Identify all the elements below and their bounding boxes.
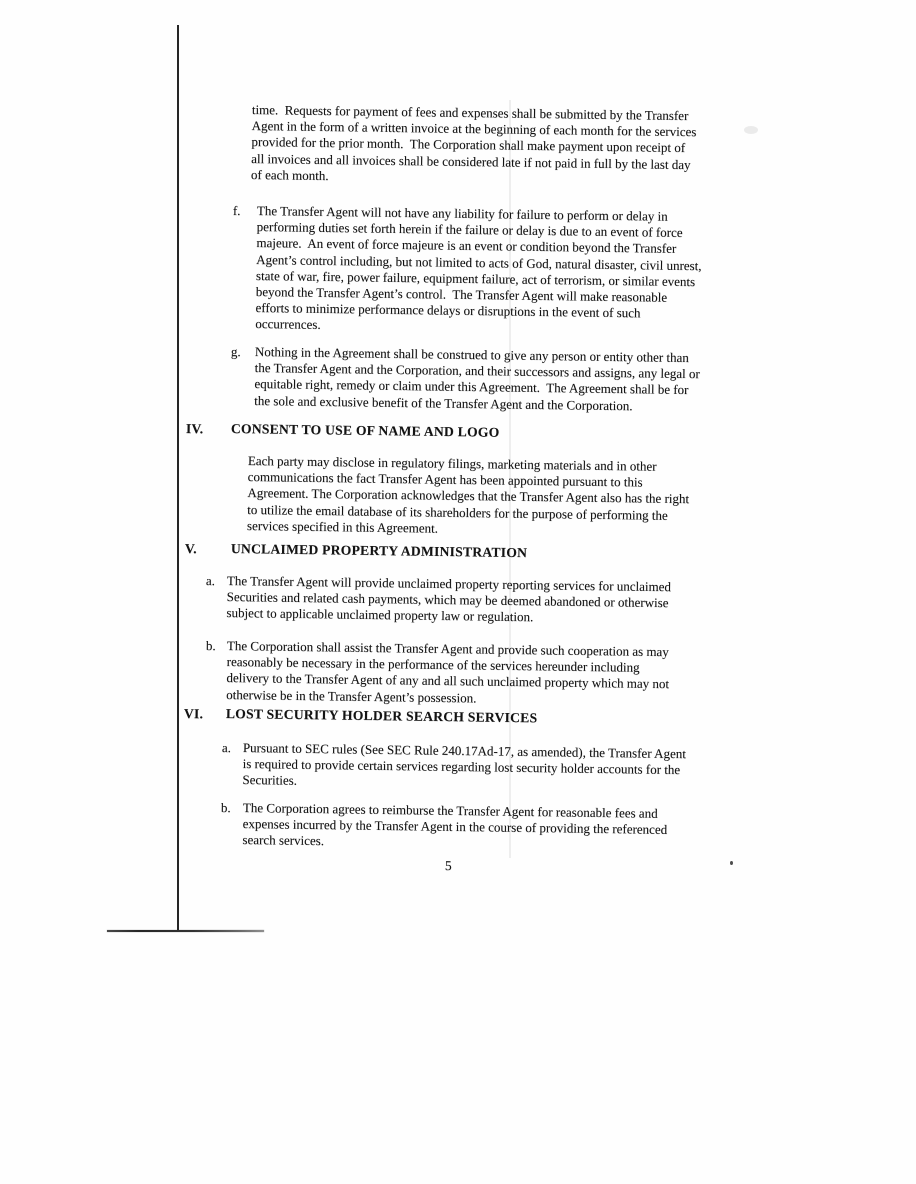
section-vi-item-b-text: The Corporation agrees to reimburse the Transfer Agent for reasonable fees and expenses incurred by the Transfer Agent in the course of providing the referenced search services. bbox=[242, 800, 668, 849]
left-margin-rule bbox=[177, 25, 179, 932]
section-vi-numeral: VI. bbox=[183, 706, 204, 722]
section-iv-paragraph: Each party may disclose in regulatory filings, marketing materials and in other communications the fact Transfer Agent has been appointed pursuant to this Agreement. The Corporation acknowledges that the Transfer Agent also has the right to utilize the email database of its shareholders for the purpose of performing the services specified in this Agreement. bbox=[246, 453, 690, 536]
section-v-numeral: V. bbox=[184, 541, 197, 557]
section-vi-item-a-text: Pursuant to SEC rules (See SEC Rule 240.17Ad-17, as amended), the Transfer Agent is required to provide certain services regarding lost security holder accounts for the Securities. bbox=[242, 740, 687, 789]
section-v-item-b-text: The Corporation shall assist the Transfer Agent and provide such cooperation as may reasonably be necessary in the performance of the services hereunder including delivery to the Transfer Agent of any and all such unclaimed property which may not otherwise be in the Transfer Agent’s possession. bbox=[226, 638, 670, 706]
item-f-label: f. bbox=[232, 203, 241, 219]
section-iv-title: CONSENT TO USE OF NAME AND LOGO bbox=[230, 421, 500, 440]
section-v-item-a-text: The Transfer Agent will provide unclaimed property reporting services for unclaimed Securities and related cash payments, which may be deemed abandoned or otherwise subject to applicable unclaimed property law or regulation. bbox=[226, 573, 672, 625]
scan-dot bbox=[730, 861, 733, 865]
paragraph-fees-continuation: time. Requests for payment of fees and expenses shall be submitted by the Transfer Agent in the form of a written invoice at the beginning of each month for the services provided for the prior month. The Corporation shall make payment upon receipt of all invoices and all invoices shall be considered late if not paid in full by the last day of each month. bbox=[250, 102, 697, 183]
item-g-label: g. bbox=[230, 344, 241, 360]
section-vi-title: LOST SECURITY HOLDER SEARCH SERVICES bbox=[225, 706, 538, 726]
item-f-text: The Transfer Agent will not have any liability for failure to perform or delay in performing duties set forth herein if the failure or delay is due to an event of force majeure. An event of force majeure is an event or condition beyond the Transfer Agent’s control including, but not limited to acts of God, natural disaster, civil unrest, state of war, fire, power failure, equipment failure, act of terrorism, or similar events beyond the Transfer Agent’s control. The Transfer Agent will make reasonable efforts to minimize performance delays or disruptions in the event of such occurrences. bbox=[255, 203, 702, 333]
bottom-margin-rule bbox=[107, 930, 264, 932]
section-vi-item-b-label: b. bbox=[220, 800, 231, 816]
section-vi-item-a-label: a. bbox=[221, 740, 232, 756]
item-g-text: Nothing in the Agreement shall be construed to give any person or entity other than the Transfer Agent and the Corporation, and their successors and assigns, any legal or equitable right, remedy or claim under this Agreement. The Agreement shall be for the sole and exclusive benefit of the Transfer Agent and the Corporation. bbox=[254, 344, 700, 413]
section-v-title: UNCLAIMED PROPERTY ADMINISTRATION bbox=[230, 541, 528, 561]
page-number: 5 bbox=[444, 858, 452, 874]
section-v-item-a-label: a. bbox=[205, 573, 216, 589]
section-iv-numeral: IV. bbox=[185, 421, 204, 437]
section-v-item-b-label: b. bbox=[205, 638, 216, 654]
